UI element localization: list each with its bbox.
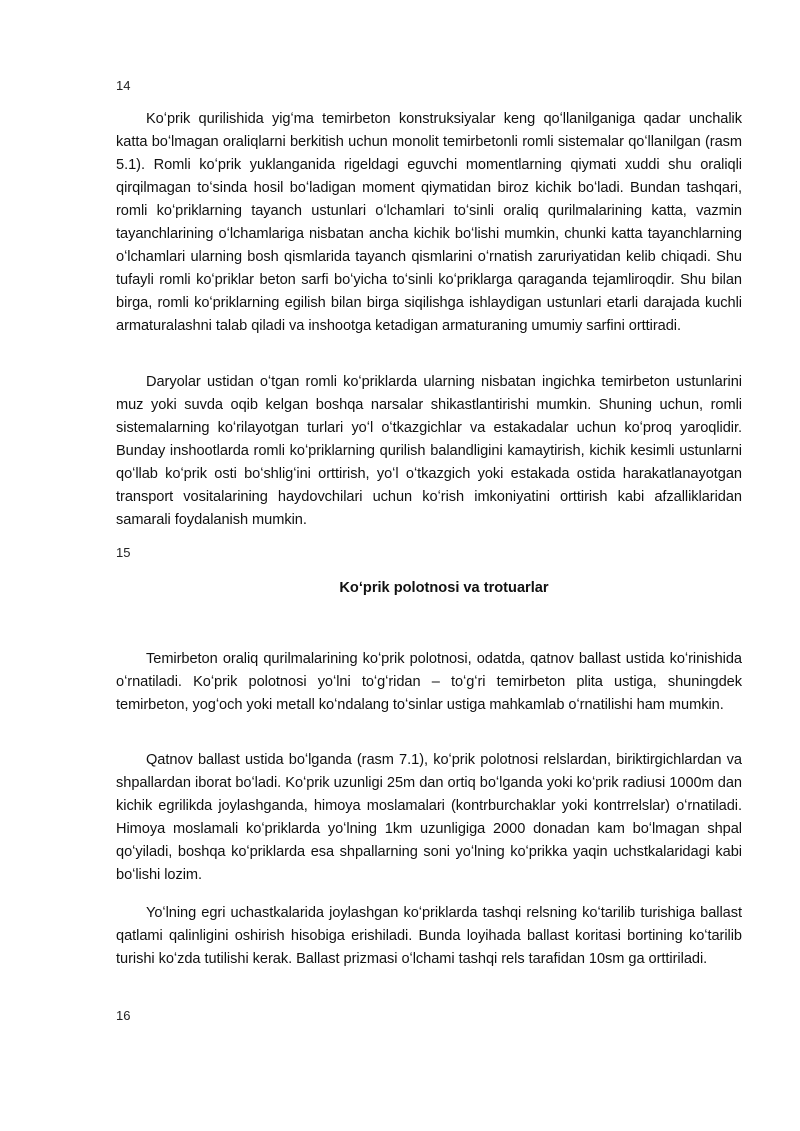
page-number: 15 <box>116 545 131 560</box>
paragraph: Koʻprik qurilishida yigʻma temirbeton konstruksiyalar keng qoʻllanilganiga qadar unchalik katta boʻlmagan oraliqlarni berkitish uchun monolit temirbetonli romli sistemalar qoʻllanilgan (rasm 5.1). Romli koʻprik yuklanganida rigeldagi eguvchi momentlarning qiymati xuddi shu oraliqli qirqilmagan toʻsinda hosil boʻladigan moment qiymatidan biroz kichik boʻladi. Bundan tashqari, romli koʻpriklarning tayanch ustunlari oʻlchamlari toʻsinli oraliq qurilmalarining katta, vazmin tayanchlarining oʻlchamlariga nisbatan ancha kichik boʻlishi mumkin, chunki katta tayanchlarning oʻlchamlari ularning bosh qismlarida tayanch qismlarini oʻrnatish zaruriyatidan kelib chiqadi. Shu tufayli romli koʻpriklar beton sarfi boʻyicha toʻsinli koʻpriklarga qaraganda tejamliroqdir. Shu bilan birga, romli koʻpriklarning egilish bilan birga siqilishga ishlaydigan ustunlari etarli darajada kuchli armaturalashni talab qiladi va inshootga ketadigan armaturaning umumiy sarfini orttiradi. <box>116 111 742 334</box>
page-number: 14 <box>116 78 131 93</box>
paragraph: Temirbeton oraliq qurilmalarining koʻprik polotnosi, odatda, qatnov ballast ustida koʻrinishida oʻrnatiladi. Koʻprik polotnosi yoʻlni toʻgʻridan – toʻgʻri temirbeton plita ustiga, shuningdek temirbeton, yogʻoch yoki metall koʻndalang toʻsinlar ustiga mahkamlab oʻrnatilishi ham mumkin. <box>116 651 742 713</box>
page-number: 16 <box>116 1008 131 1023</box>
paragraph: Qatnov ballast ustida boʻlganda (rasm 7.1), koʻprik polotnosi relslardan, biriktirgichlardan va shpallardan iborat boʻladi. Koʻprik uzunligi 25m dan ortiq boʻlganda yoki koʻprik radiusi 1000m dan kichik egrilikda joylashganda, himoya moslamalari (kontrburchaklar yoki kontrrelslar) oʻrnatiladi. Himoya moslamali koʻpriklarda yoʻlning 1km uzunligiga 2000 donadan kam boʻlmagan shpal qoʻyiladi, boshqa koʻpriklarda esa shpallarning soni yoʻlning koʻprikka yaqin uchstkalaridagi kabi boʻlishi lozim. <box>116 752 742 883</box>
paragraph: Yoʻlning egri uchastkalarida joylashgan koʻpriklarda tashqi relsning koʻtarilib turishiga ballast qatlami qalinligini oshirish hisobiga erishiladi. Bunda loyihada ballast koritasi bortining koʻtarilib turishi koʻzda tutilishi kerak. Ballast prizmasi oʻlchami tashqi rels tarafidan 10sm ga orttiriladi. <box>116 905 742 967</box>
paragraph: Daryolar ustidan oʻtgan romli koʻpriklarda ularning nisbatan ingichka temirbeton ustunlarini muz yoki suvda oqib kelgan boshqa narsalar shikastlantirishi mumkin. Shuning uchun, romli sistemalarning koʻrilayotgan turlari yoʻl oʻtkazgichlar va estakadalar uchun koʻproq yaroqlidir. Bunday inshootlarda romli koʻpriklarning qurilish balandligini kamaytirish, kichik kesimli ustunlarni qoʻllab koʻprik osti boʻshligʻini orttirish, yoʻl oʻtkazgich yoki estakada ostida harakatlanayotgan transport vositalarining haydovchilari uchun koʻrish imkoniyatini orttirish kabi afzalliklaridan samarali foydalanish mumkin. <box>116 374 742 528</box>
section-heading: Koʻprik polotnosi va trotuarlar <box>339 580 549 596</box>
